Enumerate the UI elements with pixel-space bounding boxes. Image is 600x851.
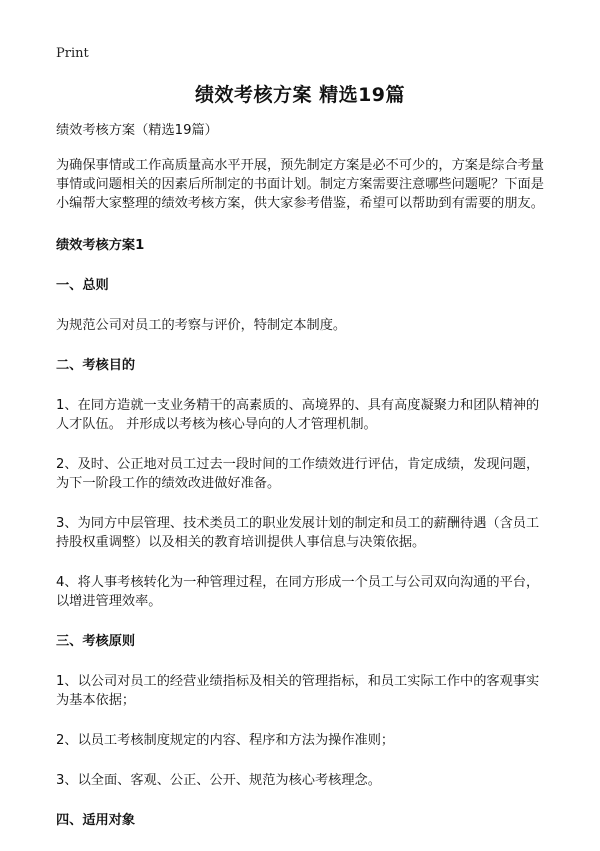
plan-heading: 绩效考核方案1 <box>56 238 145 253</box>
paragraph: 3、以全面、客观、公正、公开、规范为核心考核理念。 <box>56 773 381 788</box>
section-heading-general: 一、总则 <box>56 278 109 293</box>
paragraph: 3、为同方中层管理、技术类员工的职业发展计划的制定和员工的薪酬待遇（含员工持股权重调整）以及相关的教育培训提供人事信息与决策依据。 <box>56 516 540 550</box>
section-heading-purpose: 二、考核目的 <box>56 358 136 373</box>
paragraph: 2、及时、公正地对员工过去一段时间的工作绩效进行评估，肯定成绩，发现问题，为下一阶段工作的绩效改进做好准备。 <box>56 457 540 491</box>
section-heading-principles: 三、考核原则 <box>56 634 136 649</box>
paragraph: 2、以员工考核制度规定的内容、程序和方法为操作准则； <box>56 733 395 748</box>
print-label[interactable]: Print <box>56 46 89 61</box>
document-subtitle: 绩效考核方案（精选19篇） <box>56 123 218 138</box>
paragraph: 为规范公司对员工的考察与评价，特制定本制度。 <box>56 318 347 333</box>
page-title: 绩效考核方案 精选19篇 <box>194 84 406 106</box>
document-body <box>56 121 548 851</box>
paragraph: 1、以公司对员工的经营业绩指标及相关的管理指标，和员工实际工作中的客观事实为基本依据； <box>56 674 540 708</box>
paragraph: 1、在同方造就一支业务精干的高素质的、高境界的、具有高度凝聚力和团队精神的人才队伍。 并形成以考核为核心导向的人才管理机制。 <box>56 398 540 432</box>
intro-paragraph: 为确保事情或工作高质量高水平开展，预先制定方案是必不可少的，方案是综合考量事情或问题相关的因素后所制定的书面计划。制定方案需要注意哪些问题呢？下面是小编帮大家整理的绩效考核方案，供大家参考借鉴，希望可以帮助到有需要的朋友。 <box>56 158 544 211</box>
section-heading-scope: 四、适用对象 <box>56 813 136 828</box>
paragraph: 4、将人事考核转化为一种管理过程，在同方形成一个员工与公司双向沟通的平台，以增进管理效率。 <box>56 575 540 609</box>
